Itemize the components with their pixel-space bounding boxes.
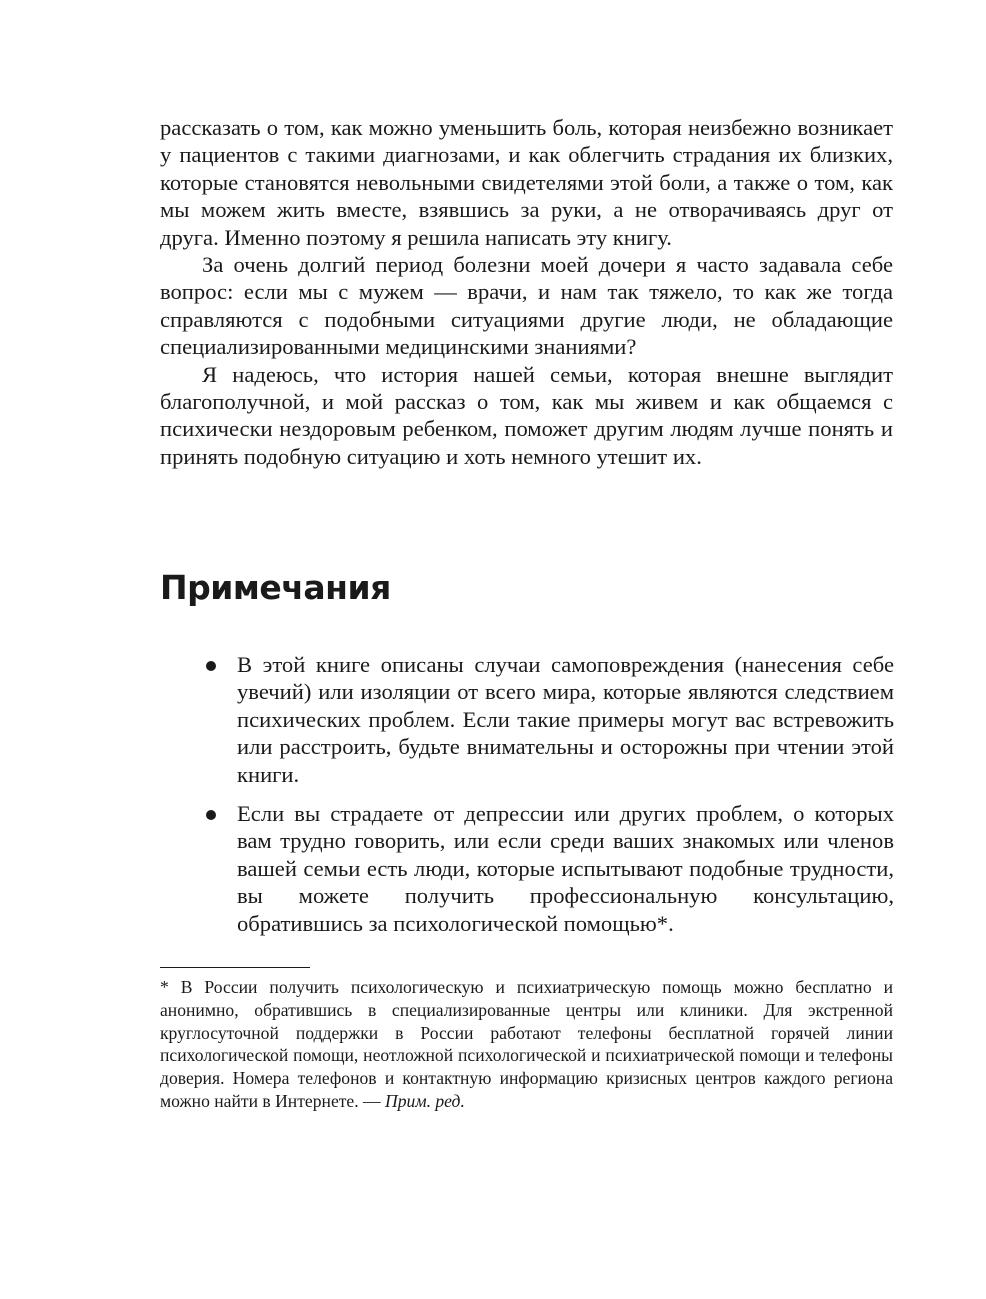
paragraph-1: рассказать о том, как можно уменьшить боль, которая неизбежно возникает у пациентов с такими диагнозами, и как облегчить страдания их близких, которые становятся невольными свидетелями этой боли, а также о том, как мы можем жить вместе, взявшись за руки, а не отворачиваясь друг от друга. Именно поэтому я решила написать эту книгу. <box>160 115 893 250</box>
note-text: Если вы страдаете от депрессии или других проблем, о которых вам трудно говорить, или если среди ваших знакомых или членов вашей семьи есть люди, которые испытывают подобные трудности, вы можете получить профессиональную консультацию, обратившись за психологической помощью*. <box>237 801 894 936</box>
footnote <box>160 976 893 1113</box>
bullet-icon <box>206 810 216 820</box>
note-text: В этой книге описаны случаи самоповреждения (нанесения себе увечий) или изоляции от всего мира, которые являются следствием психических проблем. Если такие примеры могут вас встревожить или расстроить, будьте внимательны и осторожны при чтении этой книги. <box>237 652 894 787</box>
paragraph-3: Я надеюсь, что история нашей семьи, которая внешне выглядит благополучной, и мой рассказ о том, как мы живем и как общаемся с психически нездоровым ребенком, поможет другим людям лучше понять и принять подобную ситуацию и хоть немного утешит их. <box>160 361 893 469</box>
footnote-divider <box>160 967 310 968</box>
list-item <box>204 651 894 788</box>
paragraph-2: За очень долгий период болезни моей дочери я часто задавала себе вопрос: если мы с мужем — врачи, и нам так тяжело, то как же тогда справляются с подобными ситуациями другие люди, не обладающие специализированными медицинскими знаниями? <box>160 252 893 360</box>
list-item <box>204 800 894 937</box>
editor-note: Прим. ред. <box>385 1090 465 1111</box>
bullet-icon <box>206 661 216 671</box>
footnote-text: * В России получить психологическую и психиатрическую помощь можно бесплатно и анонимно, обратившись в специализированные центры или клиники. Для экстренной круглосуточной поддержки в России работают телефоны бесплатной горячей линии психологической помощи, неотложной психологической и психиатрической помощи и телефоны доверия. Номера телефонов и контактную информацию кризисных центров каждого региона можно найти в Интернете. — <box>160 977 893 1111</box>
section-title: Примечания <box>160 568 391 607</box>
notes-list <box>204 651 894 937</box>
body-text <box>160 114 893 470</box>
